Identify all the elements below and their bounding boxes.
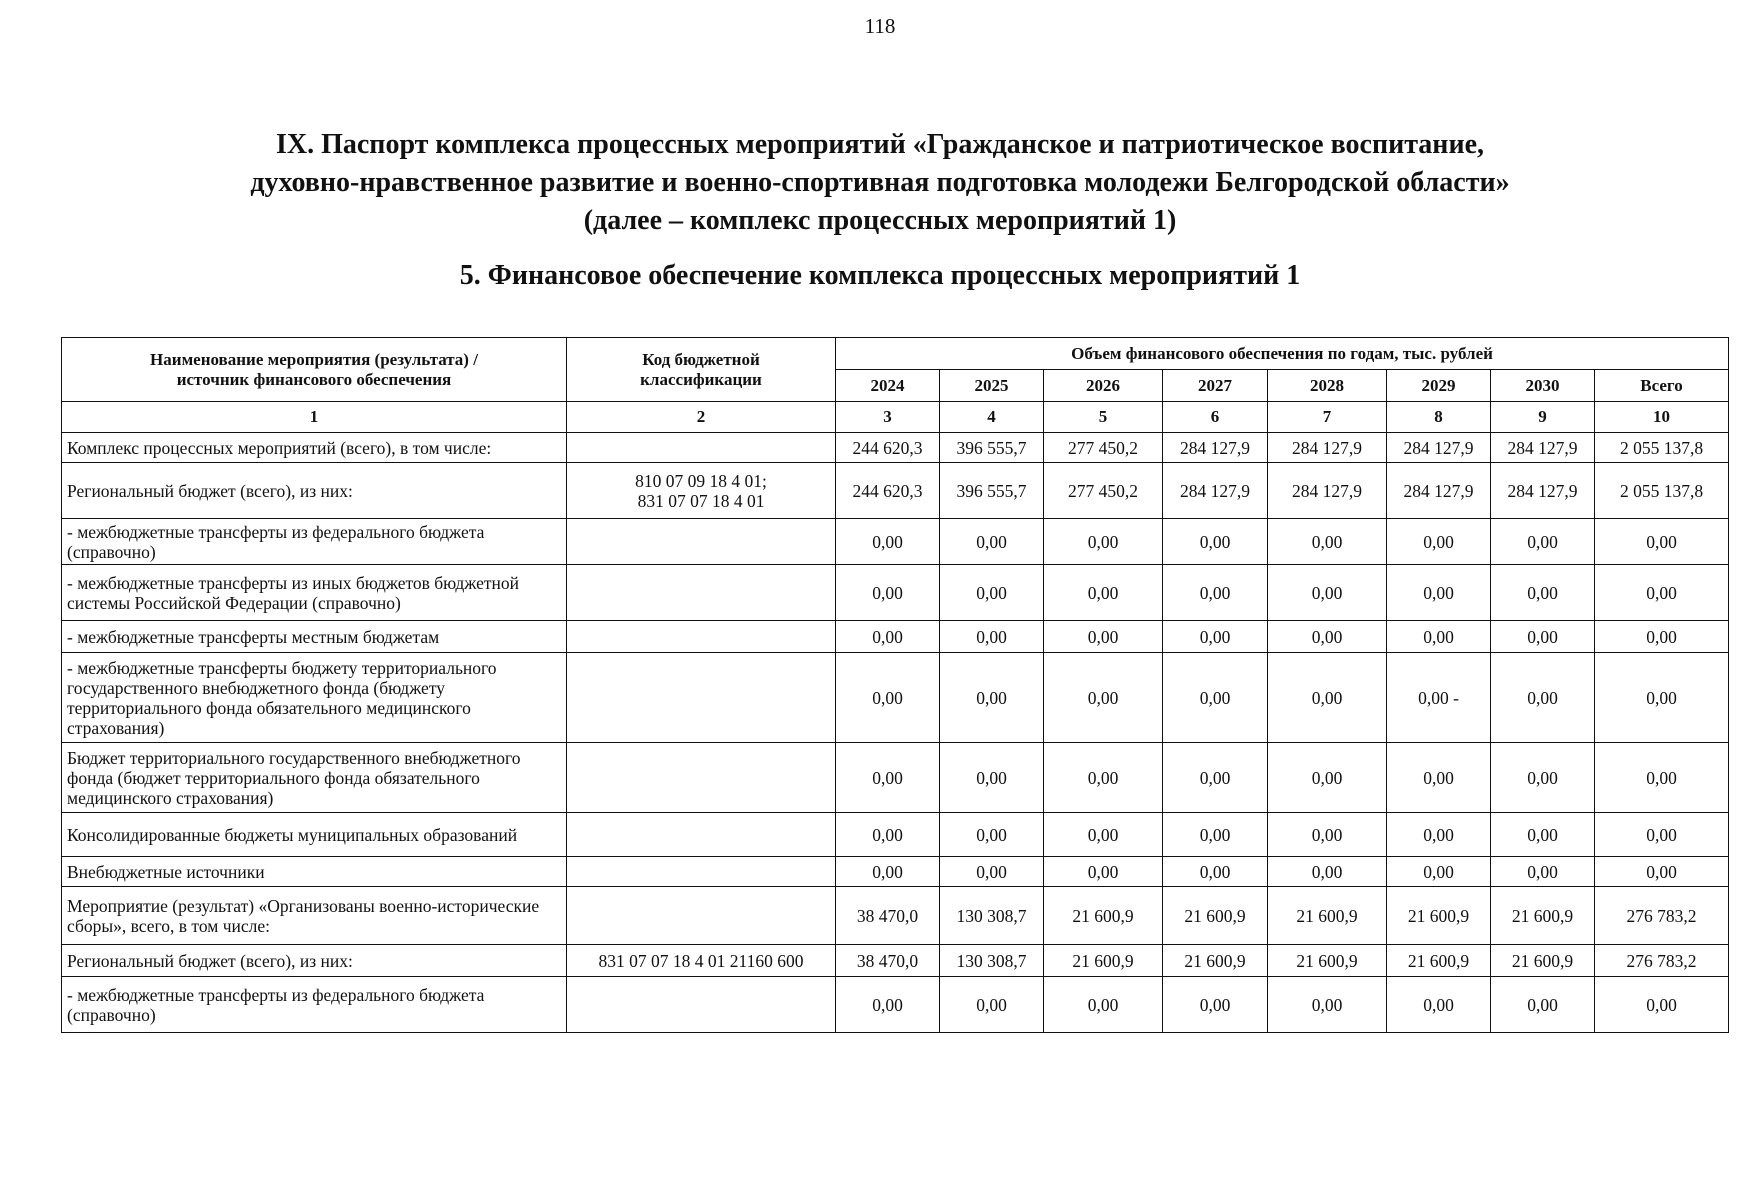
header-year: 2030 xyxy=(1491,370,1595,402)
row-year-value: 396 555,7 xyxy=(940,433,1044,463)
row-year-value: 284 127,9 xyxy=(1387,463,1491,519)
row-year-value: 0,00 xyxy=(1491,857,1595,887)
row-year-value: 0,00 xyxy=(836,653,940,743)
row-year-value: 21 600,9 xyxy=(1387,945,1491,977)
table-row xyxy=(62,621,1729,653)
header-year: 2025 xyxy=(940,370,1044,402)
header-year: 2027 xyxy=(1163,370,1268,402)
row-year-value: 21 600,9 xyxy=(1491,945,1595,977)
row-year-value: 0,00 xyxy=(836,519,940,565)
header-code-line-1: Код бюджетной xyxy=(642,349,760,369)
row-year-value: 21 600,9 xyxy=(1163,887,1268,945)
table-row xyxy=(62,743,1729,813)
row-year-value: 0,00 xyxy=(1387,977,1491,1033)
row-year-value: 0,00 xyxy=(1163,621,1268,653)
row-year-value: 0,00 xyxy=(1268,813,1387,857)
column-number: 6 xyxy=(1163,402,1268,433)
row-total-value: 0,00 xyxy=(1595,743,1729,813)
section-heading: 5. Финансовое обеспечение комплекса процессных мероприятий 1 xyxy=(459,260,1301,291)
row-year-value: 284 127,9 xyxy=(1163,463,1268,519)
column-number: 10 xyxy=(1595,402,1729,433)
row-year-value: 0,00 - xyxy=(1387,653,1491,743)
row-year-value: 38 470,0 xyxy=(836,887,940,945)
row-total-value: 0,00 xyxy=(1595,519,1729,565)
row-year-value: 0,00 xyxy=(940,519,1044,565)
row-year-value: 0,00 xyxy=(1387,813,1491,857)
row-name: - межбюджетные трансферты из иных бюджетов бюджетной системы Российской Федерации (справочно) xyxy=(62,565,567,621)
column-number: 7 xyxy=(1268,402,1387,433)
row-year-value: 277 450,2 xyxy=(1044,463,1163,519)
row-year-value: 38 470,0 xyxy=(836,945,940,977)
row-year-value: 0,00 xyxy=(1268,857,1387,887)
header-total: Всего xyxy=(1595,370,1729,402)
row-year-value: 244 620,3 xyxy=(836,433,940,463)
row-year-value: 0,00 xyxy=(1387,857,1491,887)
table-row xyxy=(62,433,1729,463)
column-number: 5 xyxy=(1044,402,1163,433)
row-total-value: 2 055 137,8 xyxy=(1595,433,1729,463)
row-year-value: 0,00 xyxy=(1268,621,1387,653)
row-year-value: 0,00 xyxy=(1268,977,1387,1033)
row-code xyxy=(567,977,836,1033)
row-code xyxy=(567,945,836,977)
row-year-value: 0,00 xyxy=(940,857,1044,887)
row-year-value: 21 600,9 xyxy=(1387,887,1491,945)
row-total-value: 276 783,2 xyxy=(1595,887,1729,945)
row-code xyxy=(567,621,836,653)
row-year-value: 284 127,9 xyxy=(1387,433,1491,463)
row-year-value: 0,00 xyxy=(1387,565,1491,621)
row-year-value: 0,00 xyxy=(1491,621,1595,653)
row-code xyxy=(567,813,836,857)
row-total-value: 2 055 137,8 xyxy=(1595,463,1729,519)
header-name xyxy=(62,338,567,402)
row-name: Региональный бюджет (всего), из них: xyxy=(62,463,567,519)
row-year-value: 0,00 xyxy=(836,743,940,813)
row-year-value: 0,00 xyxy=(1044,653,1163,743)
row-year-value: 0,00 xyxy=(1044,977,1163,1033)
row-year-value: 284 127,9 xyxy=(1268,433,1387,463)
row-year-value: 0,00 xyxy=(940,653,1044,743)
table-row xyxy=(62,977,1729,1033)
table-row xyxy=(62,887,1729,945)
row-year-value: 0,00 xyxy=(1268,565,1387,621)
row-year-value: 0,00 xyxy=(836,813,940,857)
row-year-value: 0,00 xyxy=(1044,813,1163,857)
row-total-value: 0,00 xyxy=(1595,621,1729,653)
row-name: - межбюджетные трансферты из федерального бюджета (справочно) xyxy=(62,977,567,1033)
table-row xyxy=(62,653,1729,743)
column-number: 4 xyxy=(940,402,1044,433)
row-year-value: 21 600,9 xyxy=(1268,887,1387,945)
row-year-value: 0,00 xyxy=(1491,653,1595,743)
column-number: 9 xyxy=(1491,402,1595,433)
column-number-row xyxy=(62,402,1729,433)
row-name: Внебюджетные источники xyxy=(62,857,567,887)
heading-line-3: (далее – комплекс процессных мероприятий 1) xyxy=(583,205,1177,236)
row-code-line: 810 07 09 18 4 01; xyxy=(635,470,767,491)
header-year: 2028 xyxy=(1268,370,1387,402)
header-name-line-1: Наименование мероприятия (результата) / xyxy=(150,349,478,369)
row-name: Консолидированные бюджеты муниципальных образований xyxy=(62,813,567,857)
row-year-value: 0,00 xyxy=(940,565,1044,621)
row-year-value: 284 127,9 xyxy=(1163,433,1268,463)
column-number: 2 xyxy=(567,402,836,433)
row-total-value: 0,00 xyxy=(1595,653,1729,743)
row-year-value: 0,00 xyxy=(1163,857,1268,887)
table-row xyxy=(62,463,1729,519)
row-year-value: 0,00 xyxy=(1163,813,1268,857)
row-year-value: 0,00 xyxy=(1268,653,1387,743)
row-code-line: 831 07 07 18 4 01 xyxy=(637,490,765,511)
row-year-value: 21 600,9 xyxy=(1491,887,1595,945)
row-name: - межбюджетные трансферты местным бюджетам xyxy=(62,621,567,653)
row-code xyxy=(567,565,836,621)
row-year-value: 0,00 xyxy=(940,621,1044,653)
row-code xyxy=(567,857,836,887)
row-year-value: 130 308,7 xyxy=(940,945,1044,977)
row-year-value: 0,00 xyxy=(1268,743,1387,813)
row-year-value: 0,00 xyxy=(940,977,1044,1033)
document-heading xyxy=(0,126,1760,240)
row-year-value: 21 600,9 xyxy=(1044,945,1163,977)
header-year: 2024 xyxy=(836,370,940,402)
row-total-value: 0,00 xyxy=(1595,857,1729,887)
row-year-value: 0,00 xyxy=(836,621,940,653)
row-year-value: 0,00 xyxy=(1044,565,1163,621)
row-year-value: 0,00 xyxy=(1044,743,1163,813)
row-year-value: 0,00 xyxy=(1387,621,1491,653)
table-row xyxy=(62,857,1729,887)
header-code xyxy=(567,338,836,402)
row-year-value: 0,00 xyxy=(1491,519,1595,565)
row-year-value: 0,00 xyxy=(1163,743,1268,813)
row-year-value: 0,00 xyxy=(1491,565,1595,621)
row-year-value: 284 127,9 xyxy=(1491,433,1595,463)
row-year-value: 0,00 xyxy=(1268,519,1387,565)
table-row xyxy=(62,813,1729,857)
row-year-value: 0,00 xyxy=(836,857,940,887)
financing-table xyxy=(61,337,1729,1033)
row-year-value: 0,00 xyxy=(1387,743,1491,813)
header-code-line-2: классификации xyxy=(640,369,762,389)
row-year-value: 0,00 xyxy=(1491,743,1595,813)
row-year-value: 0,00 xyxy=(1491,813,1595,857)
header-year: 2029 xyxy=(1387,370,1491,402)
row-total-value: 0,00 xyxy=(1595,813,1729,857)
column-number: 3 xyxy=(836,402,940,433)
row-year-value: 0,00 xyxy=(1387,519,1491,565)
row-year-value: 21 600,9 xyxy=(1268,945,1387,977)
row-name: - межбюджетные трансферты из федерального бюджета (справочно) xyxy=(62,519,567,565)
row-code xyxy=(567,653,836,743)
row-code xyxy=(567,433,836,463)
row-year-value: 277 450,2 xyxy=(1044,433,1163,463)
column-number: 8 xyxy=(1387,402,1491,433)
row-total-value: 276 783,2 xyxy=(1595,945,1729,977)
row-year-value: 284 127,9 xyxy=(1268,463,1387,519)
column-number: 1 xyxy=(62,402,567,433)
heading-line-2: духовно-нравственное развитие и военно-спортивная подготовка молодежи Белгородской области» xyxy=(250,167,1510,198)
row-year-value: 0,00 xyxy=(836,565,940,621)
row-name: Бюджет территориального государственного внебюджетного фонда (бюджет территориального фонда обязательного медицинского страхования) xyxy=(62,743,567,813)
row-name: Комплекс процессных мероприятий (всего), в том числе: xyxy=(62,433,567,463)
header-volume: Объем финансового обеспечения по годам, тыс. рублей xyxy=(836,338,1729,370)
row-name: Региональный бюджет (всего), из них: xyxy=(62,945,567,977)
row-year-value: 0,00 xyxy=(1163,977,1268,1033)
heading-line-1: IX. Паспорт комплекса процессных мероприятий «Гражданское и патриотическое воспитание, xyxy=(275,129,1485,160)
table-row xyxy=(62,519,1729,565)
row-year-value: 0,00 xyxy=(1163,565,1268,621)
row-code xyxy=(567,743,836,813)
row-name: Мероприятие (результат) «Организованы военно-исторические сборы», всего, в том числе: xyxy=(62,887,567,945)
row-name: - межбюджетные трансферты бюджету территориального государственного внебюджетного фонда (бюджету территориального фонда обязательного медицинского страхования) xyxy=(62,653,567,743)
row-year-value: 130 308,7 xyxy=(940,887,1044,945)
row-year-value: 0,00 xyxy=(1163,519,1268,565)
row-code-line: 831 07 07 18 4 01 21160 600 xyxy=(598,950,804,971)
header-row-1 xyxy=(62,338,1729,370)
row-total-value: 0,00 xyxy=(1595,977,1729,1033)
row-year-value: 0,00 xyxy=(1491,977,1595,1033)
row-year-value: 284 127,9 xyxy=(1491,463,1595,519)
row-code xyxy=(567,887,836,945)
row-code xyxy=(567,519,836,565)
table-row xyxy=(62,945,1729,977)
row-year-value: 21 600,9 xyxy=(1044,887,1163,945)
row-year-value: 244 620,3 xyxy=(836,463,940,519)
header-year: 2026 xyxy=(1044,370,1163,402)
row-code xyxy=(567,463,836,519)
header-name-line-2: источник финансового обеспечения xyxy=(176,369,452,389)
row-year-value: 0,00 xyxy=(1044,519,1163,565)
row-year-value: 0,00 xyxy=(940,743,1044,813)
row-year-value: 0,00 xyxy=(1044,857,1163,887)
row-year-value: 21 600,9 xyxy=(1163,945,1268,977)
row-year-value: 0,00 xyxy=(940,813,1044,857)
row-year-value: 396 555,7 xyxy=(940,463,1044,519)
page-number: 118 xyxy=(864,14,896,38)
row-year-value: 0,00 xyxy=(836,977,940,1033)
table-row xyxy=(62,565,1729,621)
row-total-value: 0,00 xyxy=(1595,565,1729,621)
row-year-value: 0,00 xyxy=(1163,653,1268,743)
row-year-value: 0,00 xyxy=(1044,621,1163,653)
